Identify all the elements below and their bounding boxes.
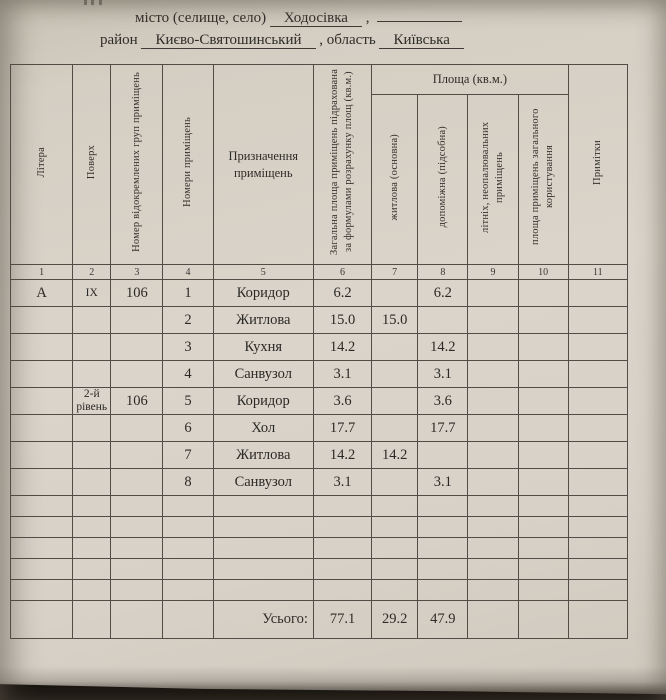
cell-living-area <box>372 469 418 496</box>
cell-room-number: 5 <box>163 388 213 415</box>
cell-litera: А <box>11 280 73 307</box>
col-header-poverh: Поверх <box>73 65 111 265</box>
document-header <box>0 8 666 53</box>
cell-total-area: 3.1 <box>313 469 371 496</box>
cell-poverh: ІХ <box>73 280 111 307</box>
cell-auxiliary-area: 3.6 <box>418 388 468 415</box>
cell-room-number: 1 <box>163 280 213 307</box>
cell-living-area <box>372 280 418 307</box>
cropped-text-fragment <box>84 0 110 5</box>
cell-purpose: Санвузол <box>213 361 313 388</box>
column-number-row: 1 2 3 4 5 6 7 8 9 10 11 <box>11 265 628 280</box>
total-label: Усього: <box>213 601 313 639</box>
region-label: , область <box>319 32 376 48</box>
cell-total-area: 6.2 <box>313 280 371 307</box>
cell-living-area <box>372 388 418 415</box>
table-row <box>11 415 628 442</box>
empty-row <box>11 496 628 517</box>
cell-auxiliary-area: 3.1 <box>418 469 468 496</box>
col-header-group-number: Номер відокремлених груп приміщень <box>111 65 163 265</box>
table-row <box>11 469 628 496</box>
cell-auxiliary-area: 17.7 <box>418 415 468 442</box>
cell-total-area: 14.2 <box>313 442 371 469</box>
cell-poverh: 2-й рівень <box>73 388 111 415</box>
cell-room-number: 7 <box>163 442 213 469</box>
empty-row <box>11 559 628 580</box>
header-row-top <box>11 65 628 95</box>
city-value: Ходосівка <box>270 10 362 27</box>
cell-living-area <box>372 415 418 442</box>
district-line <box>100 31 666 49</box>
city-label: місто (селище, село) <box>135 10 267 26</box>
cell-living-area: 14.2 <box>372 442 418 469</box>
cell-group: 106 <box>111 280 163 307</box>
cell-purpose: Кухня <box>213 334 313 361</box>
cell-auxiliary-area: 6.2 <box>418 280 468 307</box>
table-row <box>11 334 628 361</box>
region-value: Київська <box>379 32 463 49</box>
city-line <box>135 8 666 27</box>
cell-purpose: Коридор <box>213 388 313 415</box>
empty-row <box>11 580 628 601</box>
cell-purpose: Житлова <box>213 307 313 334</box>
cell-living-area <box>372 334 418 361</box>
cell-room-number: 3 <box>163 334 213 361</box>
col-header-common-area: площа приміщень загального користування <box>518 95 568 265</box>
cell-purpose: Житлова <box>213 442 313 469</box>
col-header-litera: Літера <box>11 65 73 265</box>
district-label: район <box>100 32 138 48</box>
cell-total-area: 15.0 <box>313 307 371 334</box>
cell-living-area <box>372 361 418 388</box>
photo-bottom-edge <box>0 666 666 700</box>
cell-total-area: 3.6 <box>313 388 371 415</box>
cell-total-area: 14.2 <box>313 334 371 361</box>
cell-total-area: 17.7 <box>313 415 371 442</box>
total-auxiliary-value: 47.9 <box>418 601 468 639</box>
cell-purpose: Коридор <box>213 280 313 307</box>
cell-auxiliary-area: 3.1 <box>418 361 468 388</box>
blank-underline <box>377 8 462 22</box>
district-value: Києво-Святошинський <box>141 32 315 49</box>
table-row <box>11 442 628 469</box>
cell-group: 106 <box>111 388 163 415</box>
col-header-auxiliary-area: допоміжна (підсобна) <box>418 95 468 265</box>
total-row <box>11 601 628 639</box>
col-header-room-numbers: Номери приміщень <box>163 65 213 265</box>
col-header-total-area: Загальна площа приміщень підрахована за формулами розрахунку площ (кв.м.) <box>313 65 371 265</box>
empty-row <box>11 517 628 538</box>
cell-room-number: 6 <box>163 415 213 442</box>
col-header-summer-area: літніх, неопалювальних приміщень <box>468 95 518 265</box>
cell-room-number: 8 <box>163 469 213 496</box>
cell-room-number: 4 <box>163 361 213 388</box>
cell-total-area: 3.1 <box>313 361 371 388</box>
table-row <box>11 361 628 388</box>
cell-auxiliary-area <box>418 307 468 334</box>
cell-auxiliary-area <box>418 442 468 469</box>
cell-purpose: Санвузол <box>213 469 313 496</box>
total-area-value: 77.1 <box>313 601 371 639</box>
col-header-purpose: Призначення приміщень <box>213 65 313 265</box>
cell-purpose: Хол <box>213 415 313 442</box>
total-living-value: 29.2 <box>372 601 418 639</box>
col-header-notes: Примітки <box>568 65 627 265</box>
area-group-header: Площа (кв.м.) <box>372 65 569 95</box>
table-row <box>11 280 628 307</box>
cell-room-number: 2 <box>163 307 213 334</box>
comma: , <box>365 10 370 26</box>
premises-table <box>10 64 628 639</box>
col-header-living-area: житлова (основна) <box>372 95 418 265</box>
cell-living-area: 15.0 <box>372 307 418 334</box>
empty-row <box>11 538 628 559</box>
cell-auxiliary-area: 14.2 <box>418 334 468 361</box>
table-row <box>11 388 628 415</box>
table-row <box>11 307 628 334</box>
